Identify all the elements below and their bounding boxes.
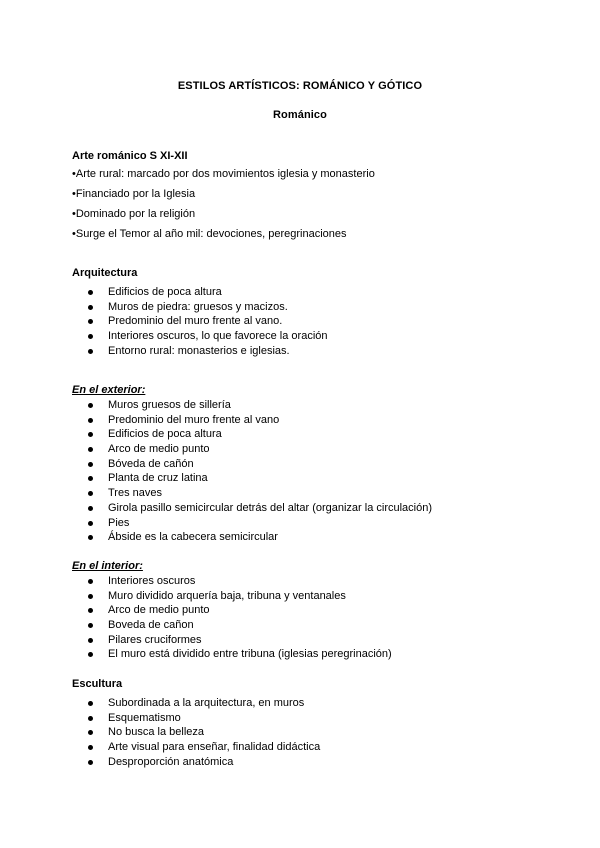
bullet-icon — [88, 730, 93, 735]
escultura-list — [0, 696, 320, 769]
bullet-icon — [88, 305, 93, 310]
bullet-icon — [88, 447, 93, 452]
interior-list — [0, 574, 392, 662]
list-item: Bóveda de cañón — [0, 457, 432, 472]
list-item: Planta de cruz latina — [0, 471, 432, 486]
list-item: Esquematismo — [0, 711, 320, 726]
list-item: Boveda de cañon — [0, 618, 392, 633]
list-item: Desproporción anatómica — [0, 755, 320, 770]
list-item: Arco de medio punto — [0, 442, 432, 457]
arquitectura-heading: Arquitectura — [72, 267, 138, 279]
list-item: No busca la belleza — [0, 725, 320, 740]
intro-line: •Dominado por la religión — [72, 208, 196, 220]
intro-line: •Surge el Temor al año mil: devociones, peregrinaciones — [72, 228, 347, 240]
bullet-icon — [88, 608, 93, 613]
bullet-icon — [88, 432, 93, 437]
bullet-icon — [88, 716, 93, 721]
list-item: Muros gruesos de sillería — [0, 398, 432, 413]
list-item: Arte visual para enseñar, finalidad didáctica — [0, 740, 320, 755]
arquitectura-list — [0, 285, 328, 358]
bullet-icon — [88, 349, 93, 354]
list-item: Subordinada a la arquitectura, en muros — [0, 696, 320, 711]
list-item: Muro dividido arquería baja, tribuna y ventanales — [0, 589, 392, 604]
bullet-icon — [88, 418, 93, 423]
bullet-icon — [88, 760, 93, 765]
escultura-heading: Escultura — [72, 678, 123, 690]
intro-line: •Arte rural: marcado por dos movimientos iglesia y monasterio — [72, 168, 375, 180]
document-title: ESTILOS ARTÍSTICOS: ROMÁNICO Y GÓTICO — [177, 80, 423, 92]
bullet-icon — [88, 290, 93, 295]
list-item: Arco de medio punto — [0, 603, 392, 618]
bullet-icon — [88, 491, 93, 496]
list-item: Edificios de poca altura — [0, 427, 432, 442]
bullet-icon — [88, 521, 93, 526]
exterior-heading: En el exterior: — [72, 384, 146, 396]
list-item: Edificios de poca altura — [0, 285, 328, 300]
document-subtitle: Románico — [273, 109, 327, 121]
list-item: El muro está dividido entre tribuna (iglesias peregrinación) — [0, 647, 392, 662]
list-item: Pilares cruciformes — [0, 633, 392, 648]
bullet-icon — [88, 476, 93, 481]
bullet-icon — [88, 535, 93, 540]
bullet-icon — [88, 506, 93, 511]
list-item: Predominio del muro frente al vano — [0, 413, 432, 428]
bullet-icon — [88, 638, 93, 643]
bullet-icon — [88, 579, 93, 584]
bullet-icon — [88, 623, 93, 628]
bullet-icon — [88, 745, 93, 750]
list-item: Interiores oscuros, lo que favorece la oración — [0, 329, 328, 344]
bullet-icon — [88, 594, 93, 599]
bullet-icon — [88, 462, 93, 467]
list-item: Pies — [0, 516, 432, 531]
bullet-icon — [88, 652, 93, 657]
list-item: Muros de piedra: gruesos y macizos. — [0, 300, 328, 315]
exterior-list — [0, 398, 432, 545]
list-item: Interiores oscuros — [0, 574, 392, 589]
list-item: Ábside es la cabecera semicircular — [0, 530, 432, 545]
bullet-icon — [88, 701, 93, 706]
intro-line: •Financiado por la Iglesia — [72, 188, 196, 200]
list-item: Tres naves — [0, 486, 432, 501]
list-item: Girola pasillo semicircular detrás del altar (organizar la circulación) — [0, 501, 432, 516]
intro-heading: Arte románico S XI-XII — [72, 150, 188, 162]
interior-heading: En el interior: — [72, 560, 143, 572]
bullet-icon — [88, 334, 93, 339]
list-item: Predominio del muro frente al vano. — [0, 314, 328, 329]
list-item: Entorno rural: monasterios e iglesias. — [0, 344, 328, 359]
bullet-icon — [88, 403, 93, 408]
bullet-icon — [88, 319, 93, 324]
